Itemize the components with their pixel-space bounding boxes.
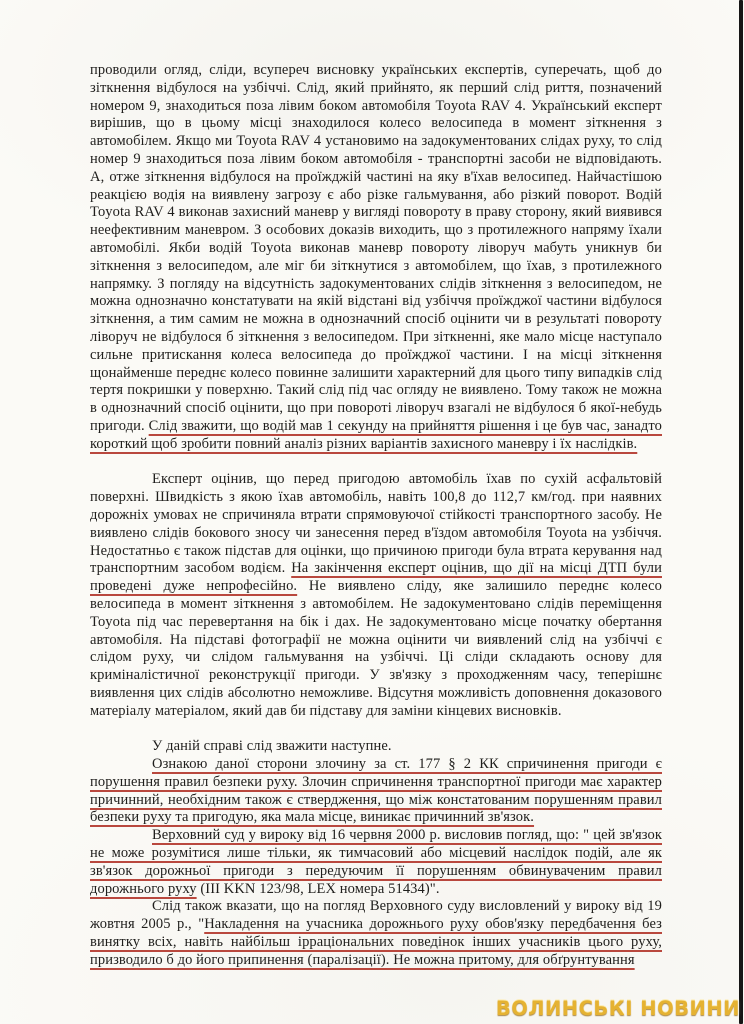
text-run: Не виявлено сліду, яке залишило переднє колесо велосипеда в момент зіткнення з автомобілем. Не задокументовано слідів переміщення Toyota під час перевертання на бік і дах. Не задокументовано місце початку обертання автомобіля. На підставі фотографії не можна оцінити чи виявлений слід на узбіччі є слідом руху, чи слідом гальмування на узбіччі. Ці сліди складають основу для криміналістичної реконструкції пригоди. У зв'язку з проходженням часу, теперішнє виявлення цих слідів абсолютно неможливе. Відсутня можливість доповнення доказового матеріалу матеріалом, який дав би підставу для заміни кінцевих висновків. (90, 578, 663, 719)
paragraph (90, 898, 662, 969)
paragraph (90, 738, 662, 756)
text-run: (III KKN 123/98, LEX номера 51434)". (196, 880, 440, 897)
red-underlined-text-run: На закінчення експерт оцінив, що дії на місці ДТП були проведені дуже непрофесійно. (90, 560, 662, 595)
text-run: Експерт оцінив, що перед пригодою автомобіль їхав по сухій асфальтовій поверхні. Швидкість з якою їхав автомобіль, навіть 100,8 до 112,7 км/год. при наявних дорожніх умовах не спричиняла втрати спрямовуючої стійкості транспортного засобу. Не виявлено слідів бокового зносу чи занесення перед в'їздом автомобіля Toyota на узбіччя. Недостатньо є також підстав для оцінки, що причиною пригоди була втрата керування над транспортним засобом водієм. (90, 471, 662, 577)
red-underlined-text-run: Ознакою даної сторони злочину за ст. 177 § 2 КК спричинення пригоди є порушення правил безпеки руху. Злочин спричинення транспортної пригоди має характер причинний, необхідним також є ствердження, що між констатованим порушенням правил безпеки руху та пригодую, яка мала місце, виникає причинний зв'язок. (90, 756, 662, 826)
document-text (90, 62, 662, 970)
paragraph (90, 827, 662, 898)
paragraph (90, 471, 662, 720)
red-underlined-text-run: Верховний суд у вироку від 16 червня 2000 р. висловив погляд, що: " цей зв'язок не може розумітися лише тільки, як тимчасовий або місцевий наслідок подій, але як зв'язок дорожньої пригоди з передуючим її порушенням обвинуваченим правил дорожнього руху (90, 827, 662, 897)
paragraph (90, 756, 662, 827)
watermark-text: ВОЛИНСЬКІ НОВИНИ (495, 997, 740, 1020)
text-run: проводили огляд, сліди, всупереч висновку українських експертів, суперечать, щоб до зіткнення відбулося на узбіччі. Слід, який прийнято, як перший слід риття, позначений номером 9, знаходиться поза лівим боком автомобіля Toyota RAV 4. Український експерт вирішив, що в цьому місці знаходилося колесо велосипеда в момент зіткнення з автомобілем. Якщо ми Toyota RAV 4 установимо на задокументованих слідах руху, то слід номер 9 знаходиться поза лівим боком автомобіля - транспортні засоби не відповідають. А, отже зіткнення відбулося на проїжджій частині на яку в'їхав велосипед. Найчастішою реакцією водія на виявлену загрозу є або різке гальмування, або різкий поворот. Водій Toyota RAV 4 виконав захисний маневр у вигляді повороту в праву сторону, який виявився неефективним маневром. З особових доказів виходить, що з протилежного напряму їхали автомобілі. Якби водій Toyota виконав маневр повороту ліворуч мабуть уникнув би зіткнення з велосипедом, але міг би зіткнутися з автомобілем, що їхав, з протилежного напрямку. З погляду на відсутність задокументованих слідів зіткнення з велосипедом, не можна однозначно констатувати на якій відстані від узбіччя проїжджої частини відбулося зіткнення, а тим самим не можна в однозначний спосіб оцінити чи в результаті повороту ліворуч не відбулося б зіткнення з велосипедом. При зіткненні, яке мало місце наступало сильне притискання колеса велосипеда до проїжджої частини. І на місці зіткнення щонайменше переднє колесо повинне залишити характерний для цього типу випадків слід тертя покришки у поверхню. Такий слід під час огляду не виявлено. Тому також не можна в однозначний спосіб оцінити, що при повороті ліворуч взагалі не відбулося б якої-небудь пригоди. (90, 62, 662, 434)
text-run: Слід також вказати, що на погляд Верховного суду висловлений у вироку від 19 жовтня 2005 р., " (90, 898, 662, 933)
paragraph (90, 62, 662, 454)
scan-edge-line (739, 0, 743, 1024)
red-underlined-text-run: Накладення на учасника дорожнього руху обов'язку передбачення без винятку всіх, навіть найбільш ірраціональних поведінок інших учасників цього руху, призводило б до його припинення (паралізації). Не можна притому, для обґрунтування (90, 916, 662, 968)
red-underlined-text-run: Слід зважити, що водій мав 1 секунду на прийняття рішення і це був час, занадто короткий щоб зробити повний аналіз різних варіантів захисного маневру і їх наслідків. (90, 417, 662, 452)
text-run: У даній справі слід зважити наступне. (152, 738, 392, 755)
